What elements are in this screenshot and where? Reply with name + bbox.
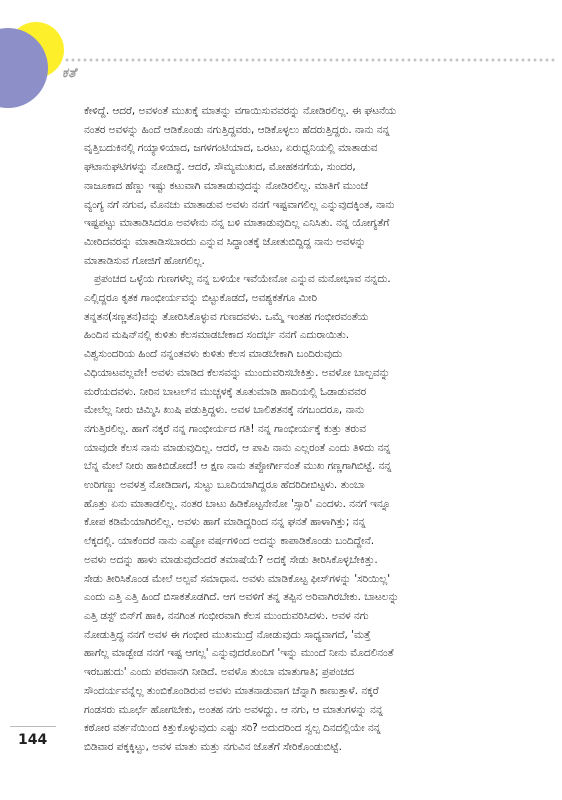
text-line: ಬಿಡಿವಾರ ಪಕ್ಕಕ್ಕಿಟ್ಟು, ಅವಳ ಮಾತು ಮತ್ತು ನಗುವಿನ ಜೊತೆಗೆ ಸೇರಿಕೊಂಡುಬಿಟ್ಟೆ.: [84, 740, 342, 753]
dotted-rule: [64, 58, 556, 62]
text-line: ವಿಶ್ವಸುಂದರಿಯ ಹಿಂದೆ ನನ್ನಂತವಳು ಕುಳಿತು ಕೆಲಸ ಮಾಡಬೇಕಾಗಿ ಬಂದಿರುವುದು: [84, 348, 343, 361]
text-line: ಹೊತ್ತು ಏನು ಮಾತಾಡಲಿಲ್ಲ. ನಂತರ ಬಾಟು ಹಿಡಿಕೊಟ್ಟನೇನೋ 'ಸ್ಸಾರಿ' ಎಂದಳು. ನನಗೆ ಇನ್ನೂ: [84, 497, 391, 510]
text-line: ಹಾಗೆಲ್ಲ ಮಾಡ್ಬೇಡ ನನಗೆ ಇಷ್ಟ ಆಗಲ್ಲ' ಎನ್ನುವುದರೊಂದಿಗೆ 'ಇನ್ನು ಮುಂದೆ ನೀನು ಮೊದಲಿನಂತೆ: [84, 647, 394, 660]
text-line: ಕೋಪ ಕಡಿಮೆಯಾಗಿರಲಿಲ್ಲ. ಅವಳು ಹಾಗೆ ಮಾಡಿದ್ದರಿಂದ ನನ್ನ ಘನತೆ ಹಾಳಾಗಿತ್ತು; ನನ್ನ: [84, 516, 366, 529]
text-line: ಉರಿಗಣ್ಣು ಅವಳತ್ತ ನೋಡಿದಾಗ, ಸುಟ್ಟು ಬೂದಿಯಾಗಿದ್ದರೂ ಹೆದರಿದೀಬಿಟ್ಟಳು. ತುಂಬಾ: [84, 479, 365, 492]
text-line: ವೃತ್ತಿಬದುಕಿನಲ್ಲಿ ಗಯ್ಯಾಳಿಯಾದ, ಜಗಳಗಂಟಿಯಾದ, ಒರಟು, ಏರುಧ್ವನಿಯಲ್ಲಿ ಮಾತಾಡುವ: [84, 142, 378, 155]
text-line: ಎತ್ತಿ ಡಸ್ಟ್ ಬಿನ್‌ಗೆ ಹಾಕಿ, ನನಗಿಂತ ಗಂಭೀರವಾಗಿ ಕೆಲಸ ಮುಂದುವರಿಸಿದಳು. ಅವಳ ನಗು: [84, 609, 369, 622]
text-line: ನಂತರ ಅವಳನ್ನು ಹಿಂದೆ ಆಡಿಕೊಂಡು ನಗುತ್ತಿದ್ದವರು, ಆಡಿಕೊಳ್ಳಲು ಹೆದರುತ್ತಿದ್ದರು. ನಾನು ನನ್ನ: [84, 123, 390, 136]
text-line: ಕಠೋರ ವರ್ತನೆಯಿಂದ ಕಿತ್ತುಕೊಳ್ಳುವುದು ಎಷ್ಟು ಸರಿ? ಅದುದರಿಂದ ಸ್ವಲ್ಪ ದಿನದಲ್ಲಿಯೇ ನನ್ನ: [84, 722, 381, 735]
text-line: ಲೆಕ್ಕದಲ್ಲಿ. ಯಾಕೆಂದರೆ ನಾನು ಎಷ್ಟೋ ವರ್ಷಗಳಿಂದ ಅದನ್ನು ಕಾಪಾಡಿಕೊಂಡು ಬಂದಿದ್ದೇನೆ.: [84, 535, 375, 548]
text-line: ಪ್ರಪಂಚದ ಒಳ್ಳೆಯ ಗುಣಗಳೆಲ್ಲ ನನ್ನ ಬಳಿಯೇ ಇವೆಯೇನೋ ಎನ್ನುವ ಮನೋಭಾವ ನನ್ನದು.: [94, 273, 391, 286]
text-line: ಘಟಾನುಘಟಿಗಳನ್ನು ನೋಡಿದ್ದೆ. ಆದರೆ, ಸೌಮ್ಯಮುಖದ, ಮೋಹಕನಗೆಯ, ಸುಂದರ,: [84, 161, 356, 174]
text-line: ಹಿಂದಿನ ಮಷಿನ್‌ನಲ್ಲಿ ಕುಳಿತು ಕೆಲಸಮಾಡಬೇಕಾದ ಸಂದರ್ಭ ನನಗೆ ಎದುರಾಯಿತು.: [84, 329, 349, 342]
text-line: ಸೇಡು ತೀರಿಸಿಕೊಂಡ ಮೇಲೆ ಅಲ್ಪವೆ ಸಮಾಧಾನ. ಅವಳು ಮಾಡಿಕೊಟ್ಟ ಫೀಸ್‌ಗಳನ್ನು 'ಸರಿಯಿಲ್ಲ': [84, 572, 391, 585]
page-number-rule: [10, 726, 56, 727]
section-label: ಕತೆ: [62, 66, 77, 81]
text-line: ನಗುತ್ತಿರಲಿಲ್ಲ. ಹಾಗೆ ನಕ್ಕರೆ ನನ್ನ ಗಾಂಭೀರ್ಯದ ಗತಿ! ನನ್ನ ಗಾಂಭೀರ್ಯಕ್ಕೆ ಕುತ್ತು ತರುವ: [84, 422, 366, 435]
text-line: ಕೇಳಿದ್ದೆ. ಆದರೆ, ಅವಳಂತೆ ಮುಖಕ್ಕೆ ಮಾತನ್ನು ವಗಾಯಿಸುವವರನ್ನು ನೋಡಿರಲಿಲ್ಲ. ಈ ಘಟನೆಯ: [84, 105, 396, 117]
text-line: ಎಲ್ಲಿದ್ದರೂ ಕೃತಕ ಗಾಂಭೀರ್ಯವನ್ನು ಬಿಟ್ಟುಕೊಡದೆ, ಅವಶ್ಯಕತೆಗೂ ಮೀರಿ: [84, 292, 317, 305]
text-line: ಯಾವುದೇ ಕೆಲಸ ನಾನು ಮಾಡುವುದಿಲ್ಲ. ಆದರೆ, ಆ ಪಾಪಿ ನಾನು ಎಲ್ಲರಂತೆ ಎಂದು ತಿಳಿದು ನನ್ನ: [84, 441, 391, 454]
text-line: ಬೆನ್ನ ಮೇಲೆ ನೀರು ಹಾಕಿಬಿಡೋದೆ! ಆ ಕ್ಷಣ ನಾನು ತಪ್ಪೋರ್ಗೀನಂತೆ ಮುಖ ಗಣ್ಣಗಾಗಿಬಿಟ್ಟೆ. ನನ್ನ: [84, 460, 392, 473]
story-text: [84, 102, 518, 757]
page-number: 144: [18, 732, 48, 748]
text-line: ಮೇಲೆಲ್ಲ ನೀರು ಚಿಮ್ಮಿಸಿ ಖುಷಿ ಪಡುತ್ತಿದ್ದಳು. ಅವಳ ಬಾಲಿಶತನಕ್ಕೆ ನಗಬಂದರೂ, ನಾನು: [84, 404, 365, 417]
text-line: ತನ್ನತನ(ಸಣ್ಣತನ)ವನ್ನು ತೋರಿಸಿಕೊಳ್ಳುವ ಗುಣದವಳು. ಒಮ್ಮೆ ಇಂತಹ ಗಂಭೀರವಂತೆಯ: [84, 310, 369, 323]
text-line: ಇರಬಹುದು' ಎಂದು ಪರವಾನಗಿ ನೀಡಿದೆ. ಅವಳೊ ತುಂಬಾ ಮಾತುಗಾತಿ; ಪ್ರಪಂಚದ: [84, 666, 355, 679]
text-line: ಎಂದು ಎತ್ತಿ ಎತ್ತಿ ಹಿಂದೆ ಬಿಸಾಕತೊಡಗಿದೆ. ಆಗ ಅವಳಿಗೆ ತನ್ನ ತಪ್ಪಿನ ಅರಿವಾಗಿರಬೇಕು. ಬಾಟಲನ್ನು: [84, 591, 399, 604]
text-line: ನಾಜೂಕಾದ ಹೆಣ್ಣು ಇಷ್ಟು ಕಟುವಾಗಿ ಮಾತಾಡುವುದನ್ನು ನೋಡಿರಲಿಲ್ಲ. ಮಾತಿಗೆ ಮುಂಚೆ: [84, 179, 369, 192]
text-line: ಅವಳು ಅದನ್ನು ಹಾಳು ಮಾಡುವುದೆಂದರೆ ತಮಾಷೆಯೆ? ಅದಕ್ಕೆ ಸೇಡು ತೀರಿಸಿಕೊಳ್ಳಬೇಕಿತ್ತು.: [84, 553, 378, 566]
text-line: ವಿಧಿಯಾಟವಲ್ಲವೇ! ಅವಳು ಮಾಡಿದ ಕೆಲಸವನ್ನು ಮುಂದುವರಿಸಬೇಕಿತ್ತು. ಅವಳೋ ಬಾಲ್ಬವನ್ನು: [84, 366, 391, 379]
text-line: ಮರೆಯದವಳು. ನೀರಿನ ಬಾಟಲ್‌ನ ಮುಚ್ಚಳಕ್ಕೆ ತೂತುಮಾಡಿ ಹಾದಿಯಲ್ಲಿ ಓಡಾಡುವವರ: [84, 385, 367, 398]
text-line: ಮಾತಾಡಿಸುವ ಗೋಜಿಗೆ ಹೋಗಲಿಲ್ಲ.: [84, 254, 205, 267]
text-line: ಗಂಡಸರು ಮೂರ್ಛೆ ಹೋಗಬೇಕು, ಅಂತಹ ನಗು ಅವಳದ್ದು. ಆ ನಗು, ಆ ಮಾತುಗಳನ್ನು ನನ್ನ: [84, 703, 384, 716]
text-line: ವ್ಯಂಗ್ಯ ನಗೆ ನಗುವ, ಮೊನಚು ಮಾತಾಡುವ ಅವಳು ನನಗೆ ಇಷ್ಟವಾಗಲಿಲ್ಲ ಎನ್ನುವುದಕ್ಕಿಂತ, ನಾನು: [84, 198, 395, 211]
text-line: ಸೌಂದರ್ಯವನ್ನೆಲ್ಲ ತುಂಬಿಕೊಂಡಿರುವ ಅವಳು ಮಾತನಾಡುವಾಗ ಚೆನ್ನಾಗಿ ಕಾಣುತ್ತಾಳೆ. ನಕ್ಕರೆ: [84, 684, 379, 697]
text-line: ಮೀರಿದವರನ್ನು ಮಾತಾಡಿಸಬಾರದು ಎನ್ನುವ ಸಿದ್ಧಾಂತಕ್ಕೆ ಜೋತುಬಿದ್ದಿದ್ದ ನಾನು ಅವಳನ್ನು: [84, 235, 366, 248]
text-line: ನೋಡುತ್ತಿದ್ದ ನನಗೆ ಅವಳ ಈ ಗಂಭೀರ ಮುಖಮುದ್ರೆ ನೋಡುವುದು ಸಾಧ್ಯವಾಗದೆ, 'ಮತ್ತೆ: [84, 628, 371, 641]
text-line: ಇಷ್ಟಪಟ್ಟು ಮಾತಾಡಿಸಿದರೂ ಅವಳೇನು ನನ್ನ ಬಳಿ ಮಾತಾಡುವುದಿಲ್ಲ ಎನಿಸಿತು. ನನ್ನ ಯೋಗ್ಯತೆಗೆ: [84, 217, 390, 230]
